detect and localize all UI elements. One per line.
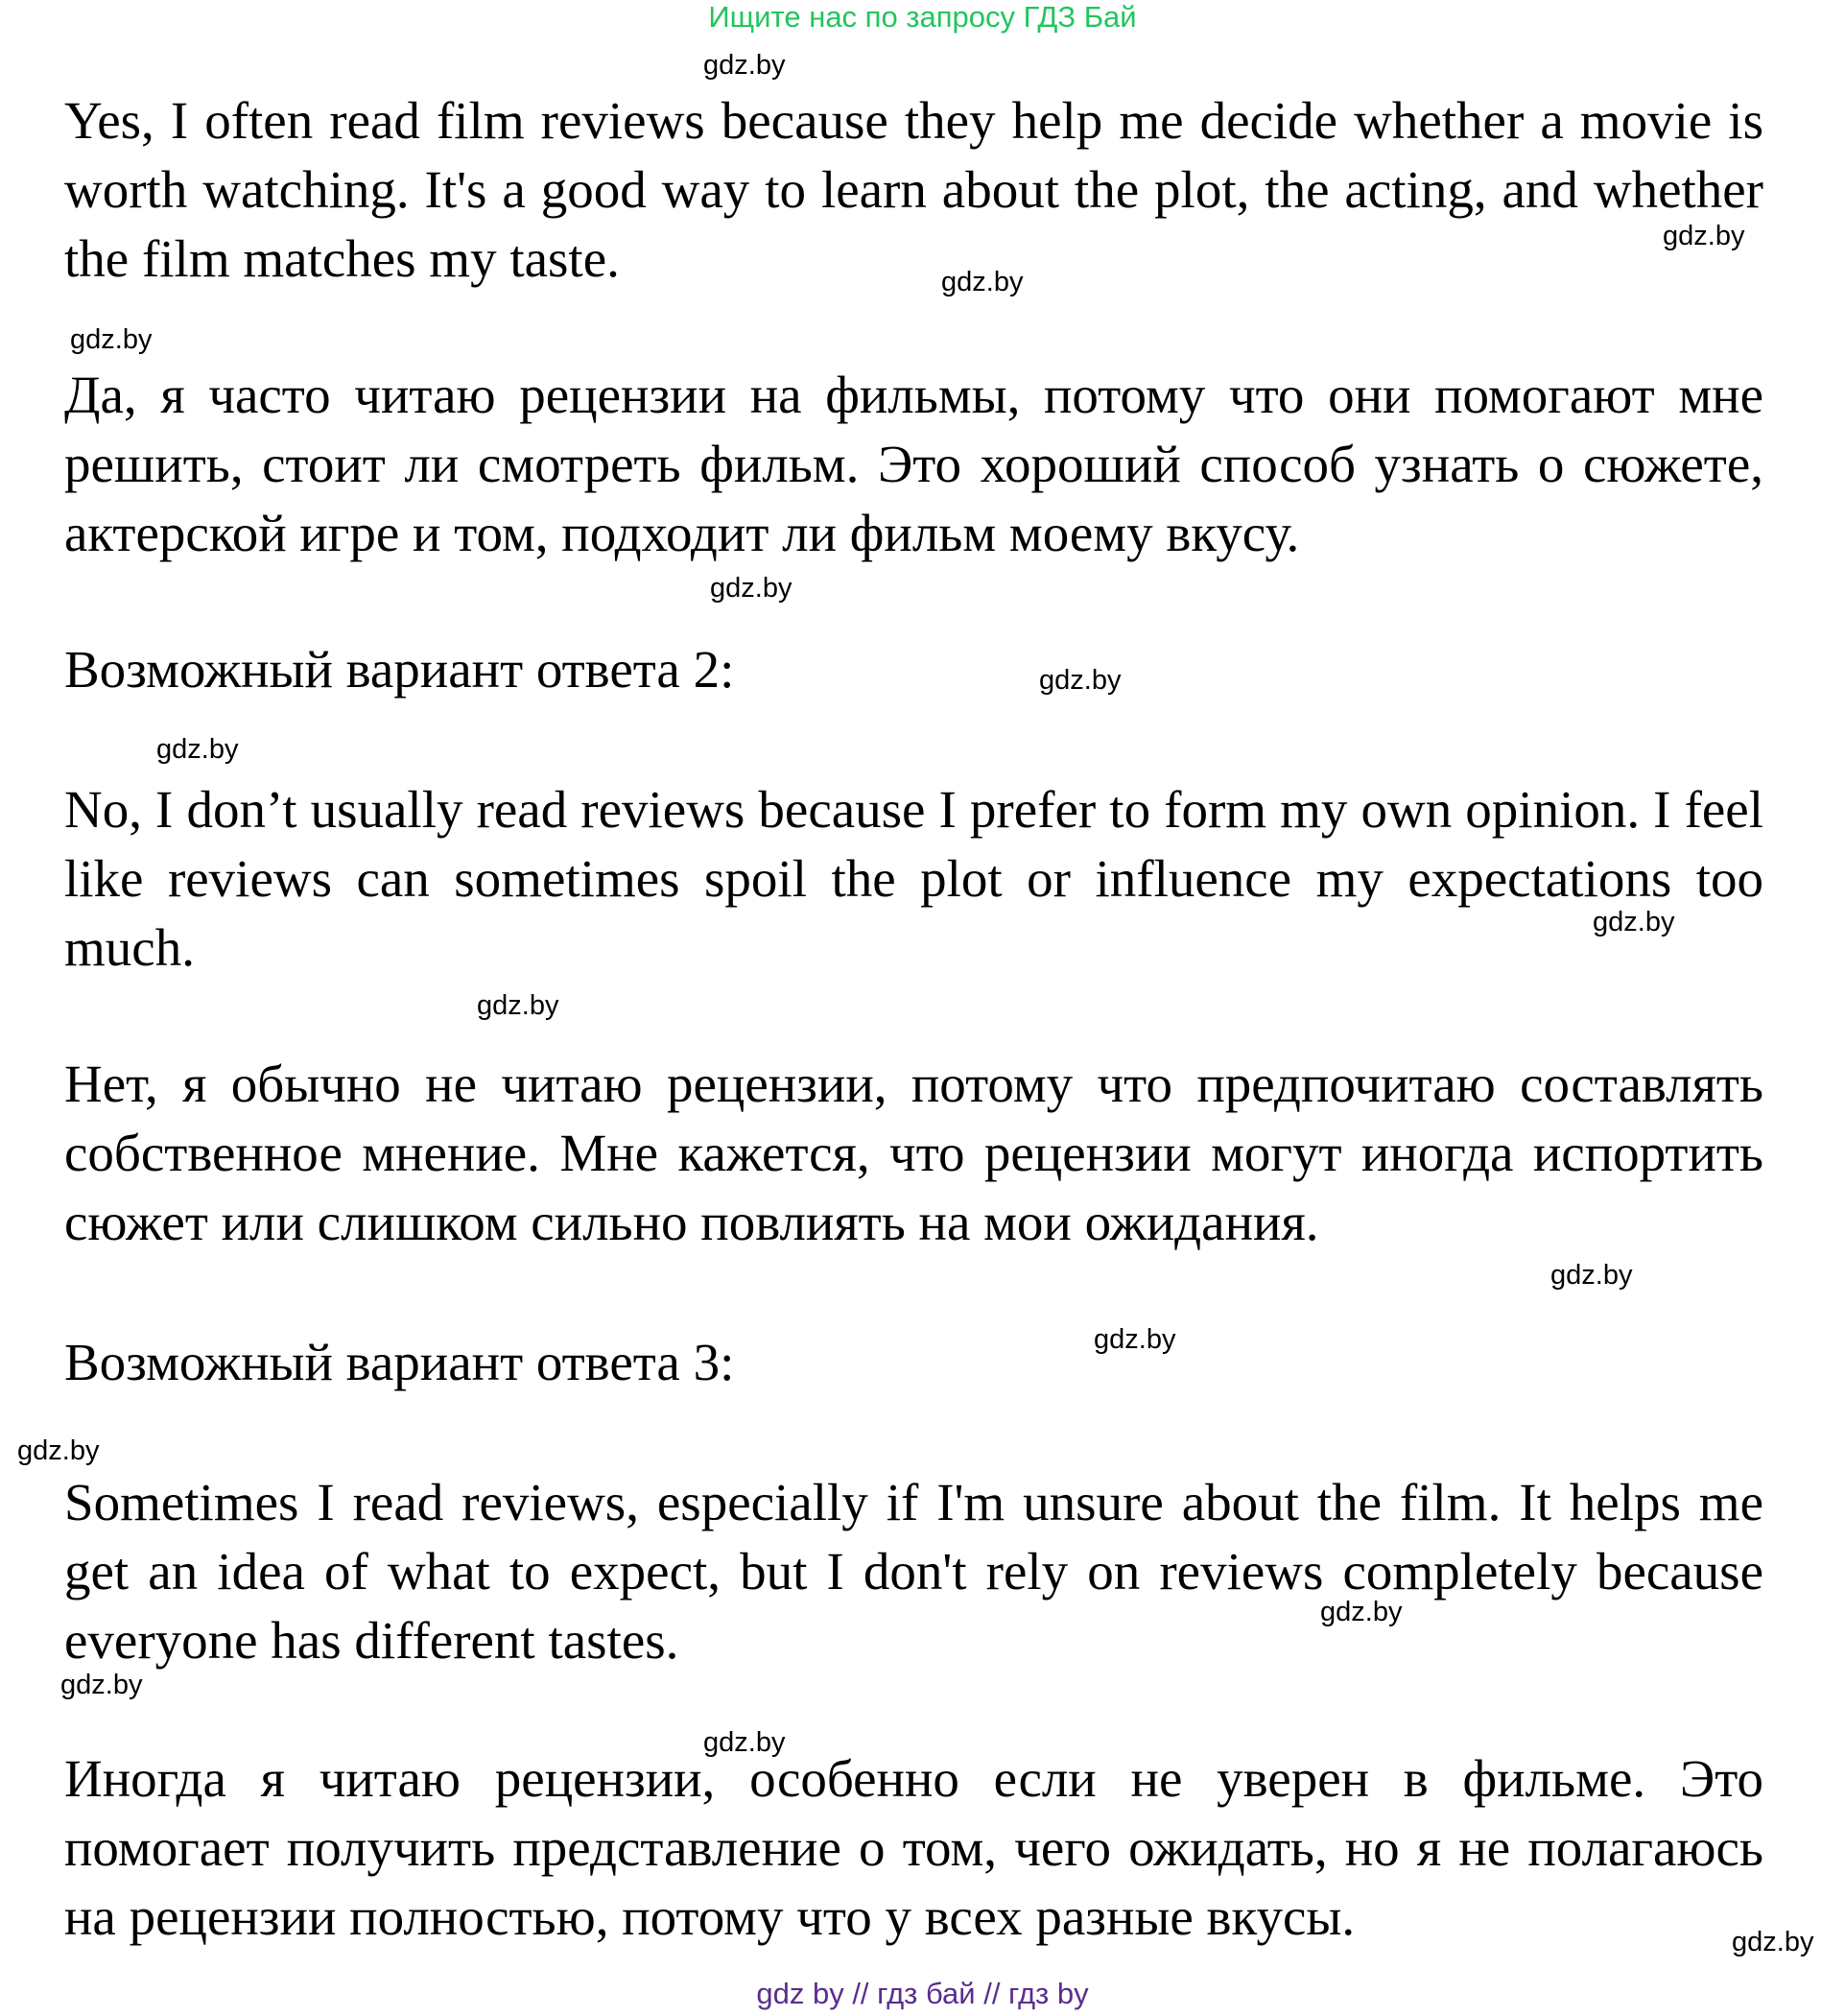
watermark: gdz.by — [1320, 1597, 1403, 1627]
watermark: gdz.by — [60, 1670, 143, 1700]
watermark: gdz.by — [1094, 1324, 1176, 1355]
answer-2-english: No, I don’t usually read reviews because I prefer to form my own opinion. I feel like reviews can sometimes spoil the plot or influence my expectations too much. — [64, 780, 1763, 977]
answer-2-heading: Возможный вариант ответа 2: — [64, 640, 735, 699]
answer-3-heading: Возможный вариант ответа 3: — [64, 1333, 735, 1391]
watermark: gdz.by — [156, 734, 239, 765]
footer-links[interactable]: gdz by // гдз бай // гдз by — [756, 1977, 1089, 2010]
watermark: gdz.by — [1663, 221, 1745, 251]
watermark: gdz.by — [703, 50, 786, 81]
answer-3-russian: Иногда я читаю рецензии, особенно если не уверен в фильме. Это помогает получить представление о том, чего ожидать, но я не полагаюсь на рецензии полностью, потому что у всех разные вкусы. — [64, 1749, 1763, 1946]
watermark: gdz.by — [477, 990, 559, 1021]
watermark: gdz.by — [70, 324, 153, 355]
answer-1-russian: Да, я часто читаю рецензии на фильмы, потому что они помогают мне решить, стоит ли смотреть фильм. Это хороший способ узнать о сюжете, актерской игре и том, подходит ли фильм моему вкусу. — [64, 366, 1763, 562]
answer-2-russian: Нет, я обычно не читаю рецензии, потому что предпочитаю составлять собственное мнение. Мне кажется, что рецензии могут иногда испортить сюжет или слишком сильно повлиять на мои ожидания. — [64, 1055, 1763, 1251]
promo-banner[interactable]: Ищите нас по запросу ГДЗ Бай — [708, 0, 1137, 34]
watermark: gdz.by — [1550, 1260, 1633, 1291]
watermark: gdz.by — [1593, 907, 1675, 937]
watermark: gdz.by — [1039, 665, 1122, 696]
watermark: gdz.by — [941, 267, 1024, 297]
watermark: gdz.by — [710, 573, 792, 604]
answer-1-english: Yes, I often read film reviews because they help me decide whether a movie is worth watching. It's a good way to learn about the plot, the acting, and whether the film matches my taste. — [64, 91, 1763, 288]
watermark: gdz.by — [1732, 1927, 1814, 1957]
watermark: gdz.by — [703, 1727, 786, 1758]
answer-3-english: Sometimes I read reviews, especially if I'm unsure about the film. It helps me get an idea of what to expect, but I don't rely on reviews completely because everyone has different tastes. — [64, 1473, 1763, 1670]
watermark: gdz.by — [17, 1435, 100, 1466]
